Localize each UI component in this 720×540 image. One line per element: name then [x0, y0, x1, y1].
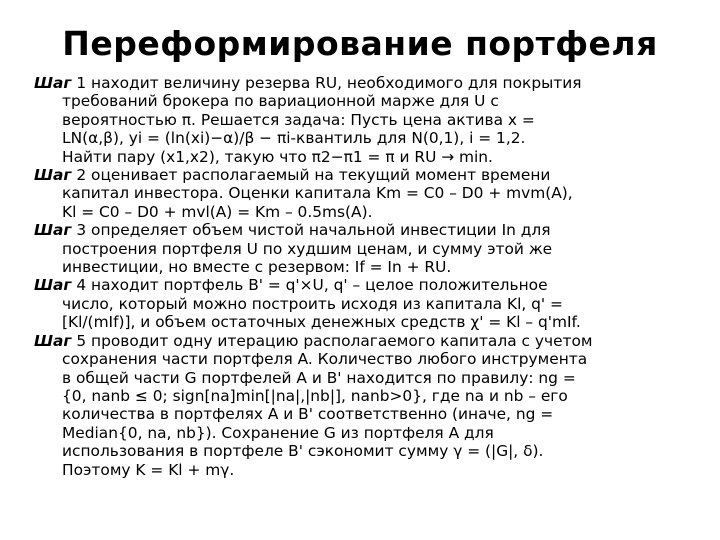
step-line: LN(α,β), yi = (ln(xi)−α)/β − πi-квантиль для N(0,1), i = 1,2. [62, 129, 526, 148]
step-line: требований брокера по вариационной марже для U с [62, 92, 499, 111]
step-text: 5 проводит одну итерацию располагаемого капитала с учетом [71, 331, 593, 350]
step-line: вероятностью π. Решается задача: Пусть цена актива x = [62, 110, 535, 129]
step-text: 3 определяет объем чистой начальной инвестиции In для [71, 221, 551, 240]
step-line [34, 221, 696, 239]
step-line: Поэтому K = Kl + mγ. [62, 460, 235, 479]
step-line: {0, nanb ≤ 0; sign[na]min[|na|,|nb|], nanb>0}, где na и nb – его [62, 386, 568, 405]
step-line: Найти пару (x1,x2), такую что π2−π1 = π и RU → min. [62, 147, 493, 166]
step-text: 4 находит портфель B' = q'×U, q' – целое положительное [71, 276, 548, 295]
step-line [34, 74, 696, 92]
step-3 [34, 221, 696, 276]
step-label: Шаг [34, 221, 72, 240]
step-line: Median{0, na, nb}). Сохранение G из портфеля A для [62, 423, 494, 442]
step-line: в общей части G портфелей A и B' находится по правилу: ng = [62, 368, 576, 387]
step-line [34, 332, 696, 350]
step-4 [34, 276, 696, 331]
step-line: число, который можно построить исходя из капитала Kl, q' = [62, 294, 563, 313]
step-line: капитал инвестора. Оценки капитала Km = C0 – D0 + mvm(A), [62, 184, 573, 203]
step-line: сохранения части портфеля A. Количество любого инструмента [62, 350, 588, 369]
step-line: построения портфеля U по худшим ценам, и сумму этой же [62, 239, 553, 258]
step-line: инвестиции, но вместе с резервом: If = In + RU. [62, 258, 452, 277]
step-line: Kl = C0 – D0 + mvl(A) = Km – 0.5ms(A). [62, 202, 373, 221]
step-text: 2 оценивает располагаемый на текущий момент времени [71, 166, 551, 185]
step-2 [34, 166, 696, 221]
page-title: Переформирование портфеля [62, 24, 658, 63]
slide-body [34, 74, 696, 479]
step-label: Шаг [34, 74, 72, 92]
step-line: количества в портфелях A и B' соответственно (иначе, ng = [62, 405, 554, 424]
step-line: использования в портфеле B' сэкономит сумму γ = (|G|, δ). [62, 442, 544, 461]
step-label: Шаг [34, 166, 72, 185]
step-label: Шаг [34, 276, 72, 295]
step-text: 1 находит величину резерва RU, необходимого для покрытия [71, 74, 582, 92]
step-5 [34, 332, 696, 479]
step-line [34, 276, 696, 294]
step-line: [Kl/(mIf)], и объем остаточных денежных средств χ' = Kl – q'mIf. [62, 313, 581, 332]
step-label: Шаг [34, 331, 72, 350]
step-1 [34, 74, 696, 166]
step-line [34, 166, 696, 184]
